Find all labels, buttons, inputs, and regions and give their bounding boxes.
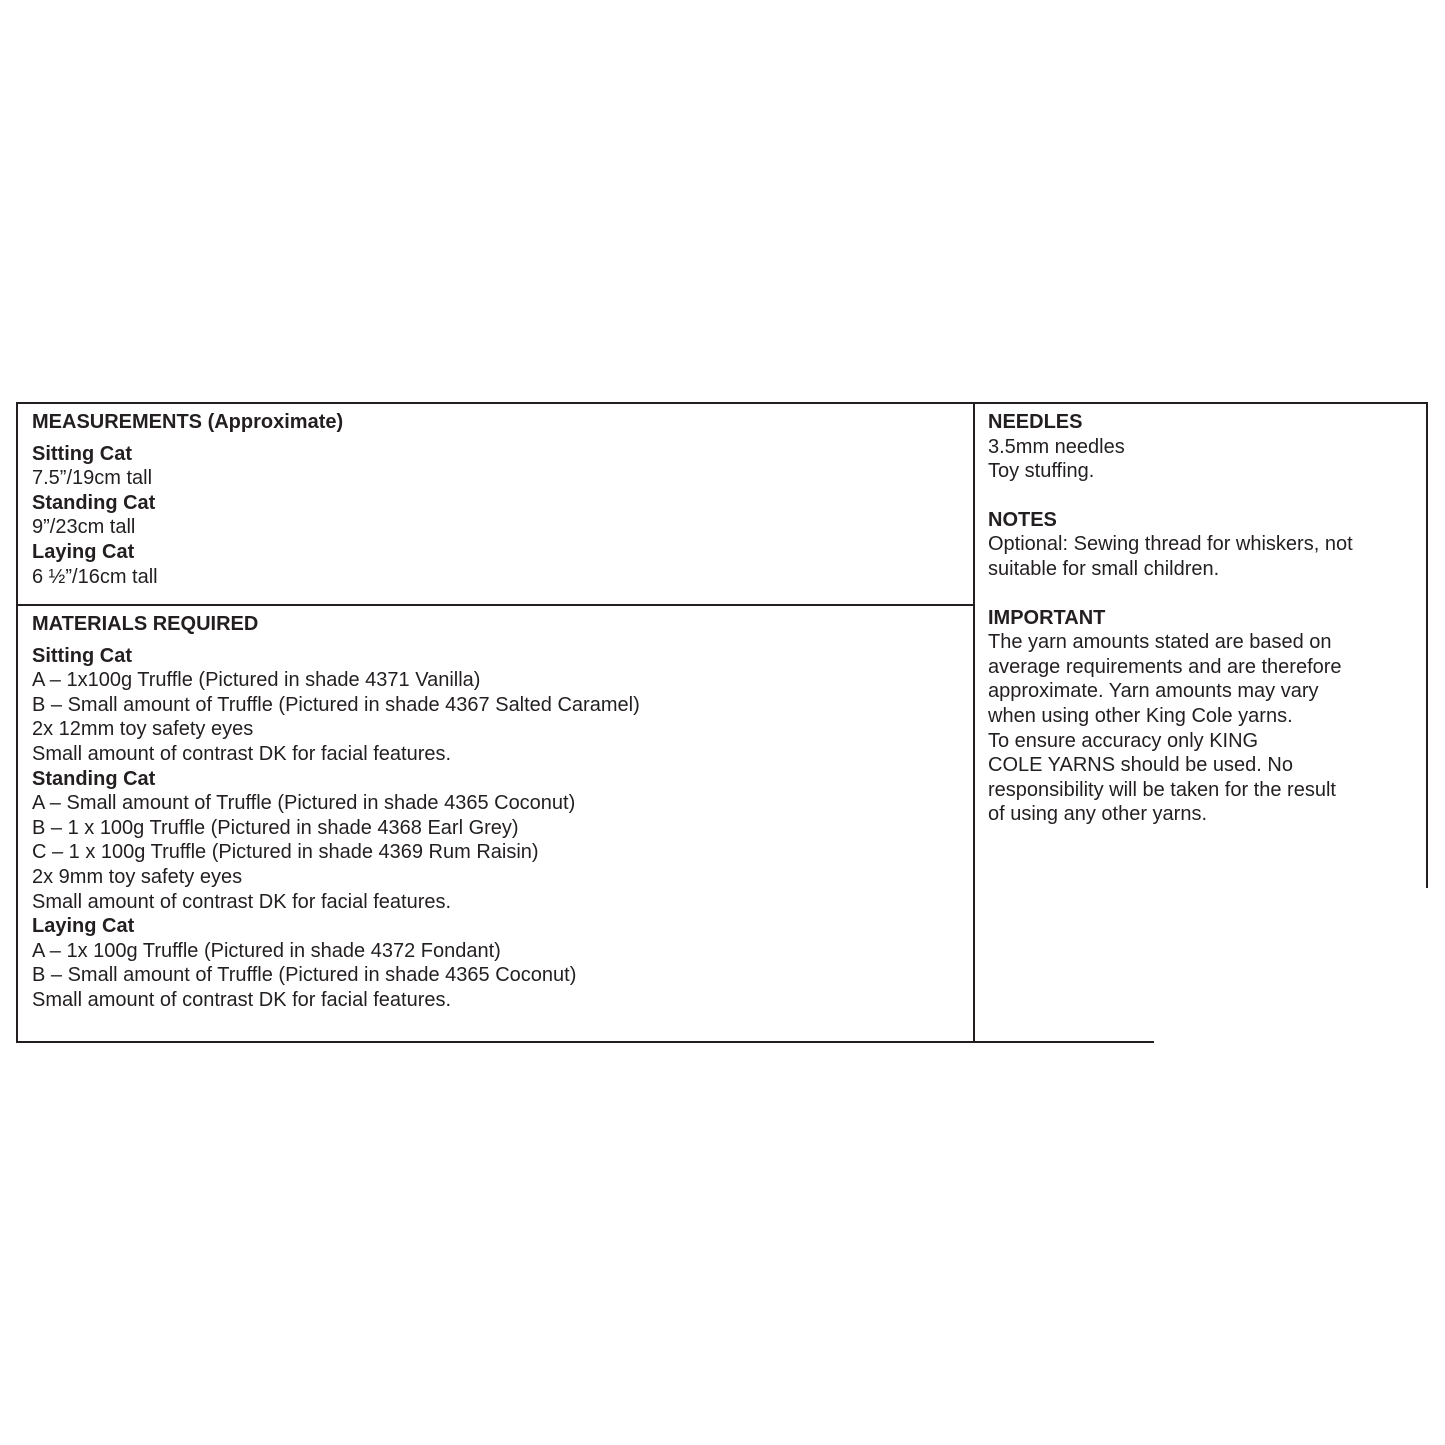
measurement-value: 7.5”/19cm tall: [32, 467, 153, 490]
material-line: A – 1x100g Truffle (Pictured in shade 4371 Vanilla): [32, 669, 481, 692]
important-title: IMPORTANT: [988, 606, 1106, 629]
materials-title: MATERIALS REQUIRED: [32, 613, 259, 635]
table-right-border: [1426, 402, 1428, 888]
material-line: C – 1 x 100g Truffle (Pictured in shade 4369 Rum Raisin): [32, 841, 539, 864]
materials-heading-standing: Standing Cat: [32, 767, 156, 790]
important-line: responsibility will be taken for the result: [988, 778, 1336, 801]
table-top-border: [16, 402, 1428, 404]
measurements-title: MEASUREMENTS (Approximate): [32, 411, 344, 433]
material-line: Small amount of contrast DK for facial features.: [32, 890, 452, 913]
material-line: 2x 12mm toy safety eyes: [32, 718, 254, 741]
material-line: Small amount of contrast DK for facial features.: [32, 742, 452, 765]
important-line: approximate. Yarn amounts may vary: [988, 680, 1319, 703]
important-line: To ensure accuracy only KING: [988, 729, 1259, 752]
notes-line: Optional: Sewing thread for whiskers, not: [988, 533, 1353, 556]
materials-heading-sitting: Sitting Cat: [32, 644, 132, 667]
notes-line: suitable for small children.: [988, 557, 1220, 580]
measurement-heading: Laying Cat: [32, 540, 135, 563]
measurement-heading: Sitting Cat: [32, 442, 132, 465]
needles-title: NEEDLES: [988, 411, 1083, 433]
material-line: 2x 9mm toy safety eyes: [32, 865, 243, 888]
materials-heading-laying: Laying Cat: [32, 915, 135, 938]
table-column-divider: [973, 402, 975, 1043]
material-line: A – Small amount of Truffle (Pictured in shade 4365 Coconut): [32, 792, 576, 815]
table-bottom-border: [16, 1041, 1154, 1043]
material-line: B – Small amount of Truffle (Pictured in shade 4367 Salted Caramel): [32, 693, 640, 716]
material-line: B – Small amount of Truffle (Pictured in shade 4365 Coconut): [32, 964, 577, 987]
material-line: A – 1x 100g Truffle (Pictured in shade 4372 Fondant): [32, 939, 501, 962]
measurements-section: [32, 410, 343, 589]
measurement-heading: Standing Cat: [32, 491, 156, 514]
right-column: [988, 410, 1353, 827]
needles-line: Toy stuffing.: [988, 460, 1095, 483]
important-line: COLE YARNS should be used. No: [988, 754, 1293, 777]
notes-title: NOTES: [988, 508, 1057, 531]
important-line: The yarn amounts stated are based on: [988, 631, 1332, 654]
important-line: of using any other yarns.: [988, 803, 1208, 826]
important-line: average requirements and are therefore: [988, 655, 1342, 678]
materials-section: [32, 612, 640, 1013]
measurement-value: 9”/23cm tall: [32, 516, 136, 539]
table-left-border: [16, 402, 18, 1043]
measurement-value: 6 ½”/16cm tall: [32, 565, 158, 588]
material-line: Small amount of contrast DK for facial features.: [32, 988, 452, 1011]
important-line: when using other King Cole yarns.: [988, 704, 1293, 727]
table-row-divider: [16, 604, 974, 606]
needles-line: 3.5mm needles: [988, 435, 1125, 458]
material-line: B – 1 x 100g Truffle (Pictured in shade 4368 Earl Grey): [32, 816, 519, 839]
